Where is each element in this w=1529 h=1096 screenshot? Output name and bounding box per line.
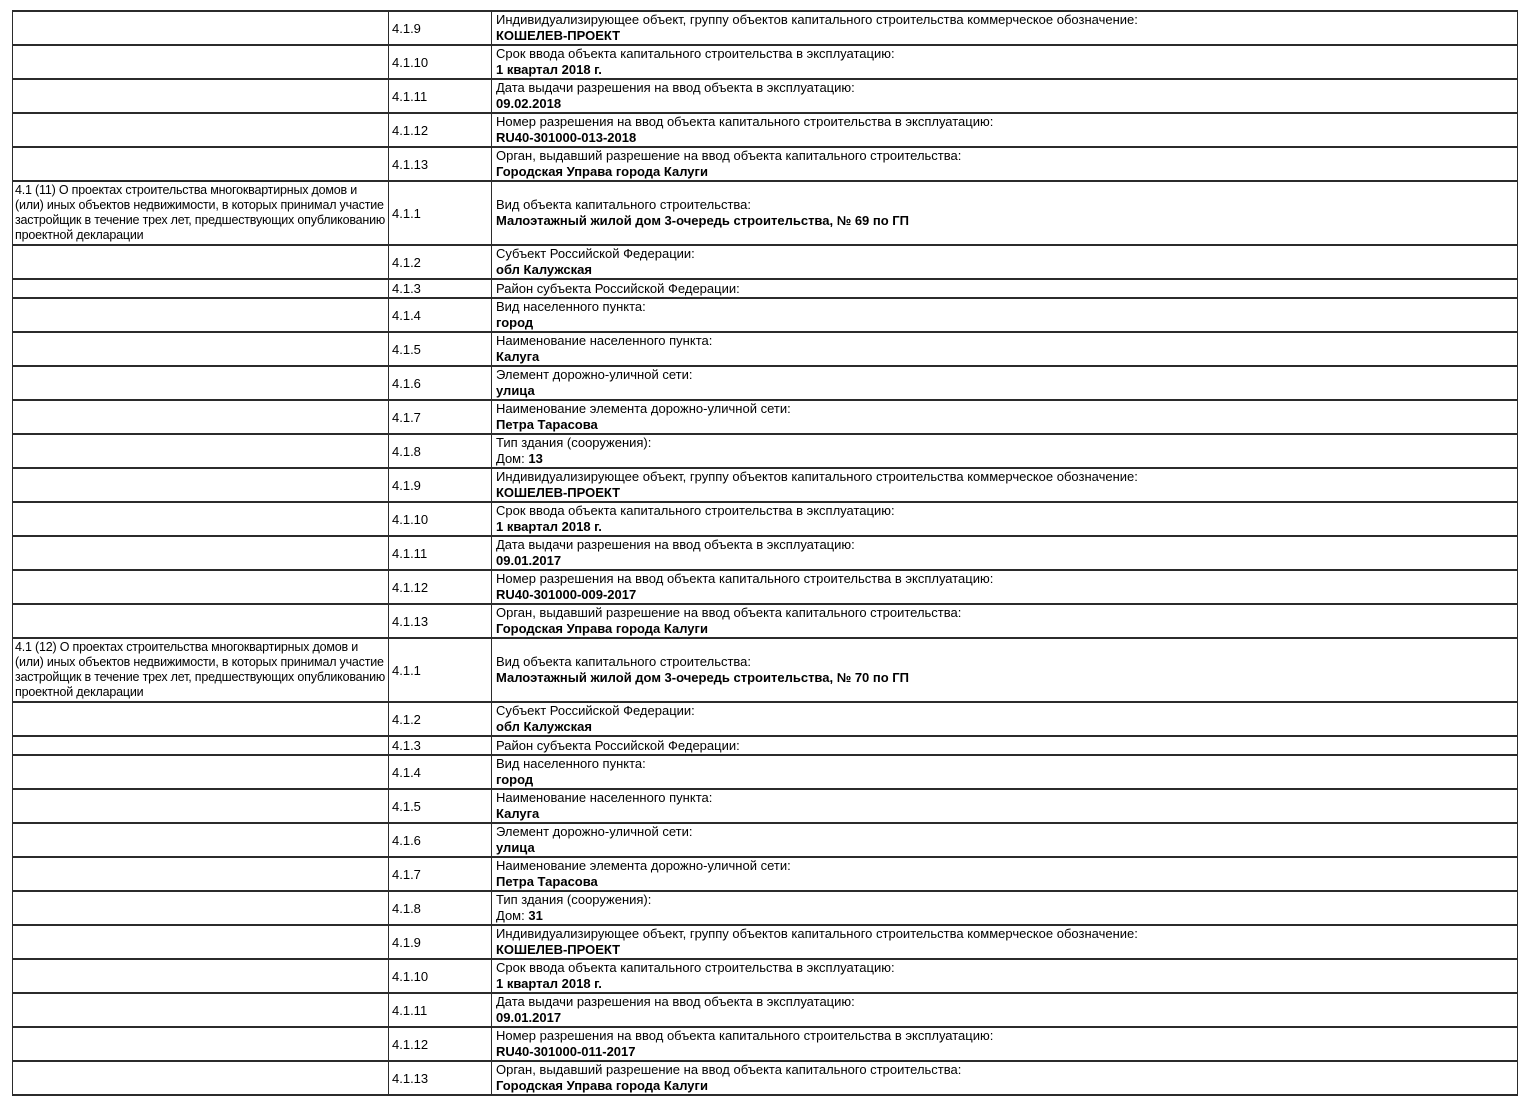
table-row: [13, 925, 1518, 959]
field-label: Дата выдачи разрешения на ввод объекта в эксплуатацию:: [496, 994, 855, 1009]
code-cell: 4.1.2: [389, 702, 492, 736]
table-row: [13, 891, 1518, 925]
field-value: 1 квартал 2018 г.: [496, 976, 602, 991]
field-label: Наименование населенного пункта:: [496, 333, 713, 348]
value-line: [496, 976, 1513, 992]
content-cell: [492, 823, 1518, 857]
table-row: [13, 736, 1518, 755]
table-row: [13, 366, 1518, 400]
value-line: [496, 719, 1513, 735]
field-value: КОШЕЛЕВ-ПРОЕКТ: [496, 28, 621, 43]
field-value: RU40-301000-011-2017: [496, 1044, 636, 1059]
field-value: Петра Тарасова: [496, 417, 598, 432]
code-cell: 4.1.5: [389, 789, 492, 823]
code-cell: 4.1.5: [389, 332, 492, 366]
field-label: Тип здания (сооружения):: [496, 892, 652, 907]
content-cell: [492, 891, 1518, 925]
field-label: Дата выдачи разрешения на ввод объекта в эксплуатацию:: [496, 80, 855, 95]
field-label: Вид населенного пункта:: [496, 299, 646, 314]
value-prefix: Дом:: [496, 908, 529, 923]
code-cell: 4.1.13: [389, 604, 492, 638]
code-cell: 4.1.12: [389, 113, 492, 147]
field-value: RU40-301000-009-2017: [496, 587, 637, 602]
content-cell: [492, 332, 1518, 366]
table-row: [13, 823, 1518, 857]
section-cell: [13, 245, 389, 279]
value-line: [496, 62, 1513, 78]
table-row: [13, 113, 1518, 147]
code-cell: 4.1.2: [389, 245, 492, 279]
value-line: [496, 485, 1513, 501]
section-cell: [13, 400, 389, 434]
table-row: [13, 638, 1518, 702]
field-label: Тип здания (сооружения):: [496, 435, 652, 450]
field-label: Номер разрешения на ввод объекта капитального строительства в эксплуатацию:: [496, 571, 994, 586]
content-cell: [492, 147, 1518, 181]
field-value: город: [496, 315, 534, 330]
field-value: 09.02.2018: [496, 96, 562, 111]
section-cell: [13, 604, 389, 638]
section-cell: [13, 891, 389, 925]
field-value: улица: [496, 840, 535, 855]
field-value: Малоэтажный жилой дом 3-очередь строительства, № 69 по ГП: [496, 213, 910, 228]
field-value: 09.01.2017: [496, 553, 562, 568]
code-cell: 4.1.12: [389, 570, 492, 604]
section-cell: 4.1 (12) О проектах строительства многоквартирных домов и (или) иных объектов недвижимости, в которых принимал участие застройщик в течение трех лет, предшествующих опубликованию проектной декларации: [13, 638, 389, 702]
table-row: [13, 1061, 1518, 1095]
table-row: [13, 702, 1518, 736]
table-row: [13, 400, 1518, 434]
content-cell: [492, 536, 1518, 570]
table-row: [13, 570, 1518, 604]
content-cell: [492, 502, 1518, 536]
content-cell: [492, 181, 1518, 245]
code-cell: 4.1.7: [389, 857, 492, 891]
content-cell: [492, 638, 1518, 702]
code-cell: 4.1.3: [389, 279, 492, 298]
section-cell: [13, 536, 389, 570]
code-cell: 4.1.7: [389, 400, 492, 434]
code-cell: 4.1.8: [389, 434, 492, 468]
field-label: Вид населенного пункта:: [496, 756, 646, 771]
value-line: [496, 417, 1513, 433]
code-cell: 4.1.3: [389, 736, 492, 755]
value-line: [496, 1044, 1513, 1060]
field-value: Калуга: [496, 349, 540, 364]
table-row: [13, 11, 1518, 45]
content-cell: [492, 468, 1518, 502]
field-label: Наименование элемента дорожно-уличной сети:: [496, 401, 791, 416]
field-label: Срок ввода объекта капитального строительства в эксплуатацию:: [496, 46, 895, 61]
table-row: [13, 857, 1518, 891]
content-cell: [492, 113, 1518, 147]
section-cell: [13, 702, 389, 736]
section-cell: [13, 332, 389, 366]
field-label: Индивидуализирующее объект, группу объектов капитального строительства коммерческое обозначение:: [496, 12, 1138, 27]
table-row: [13, 755, 1518, 789]
code-cell: 4.1.13: [389, 147, 492, 181]
value-line: [496, 587, 1513, 603]
field-value: 31: [528, 908, 543, 923]
code-cell: 4.1.10: [389, 45, 492, 79]
code-cell: 4.1.11: [389, 536, 492, 570]
value-line: [496, 621, 1513, 637]
field-value: Петра Тарасова: [496, 874, 598, 889]
value-line: [496, 130, 1513, 146]
table-row: [13, 279, 1518, 298]
value-line: [496, 96, 1513, 112]
field-value: 13: [528, 451, 543, 466]
section-cell: [13, 959, 389, 993]
code-cell: 4.1.11: [389, 993, 492, 1027]
value-line: [496, 772, 1513, 788]
section-cell: [13, 1027, 389, 1061]
field-value: 1 квартал 2018 г.: [496, 519, 602, 534]
field-value: Калуга: [496, 806, 540, 821]
declaration-table-body: [13, 11, 1518, 1095]
table-row: [13, 298, 1518, 332]
field-value: RU40-301000-013-2018: [496, 130, 637, 145]
document-page: [0, 10, 1529, 1093]
code-cell: 4.1.4: [389, 755, 492, 789]
declaration-table: [12, 10, 1518, 1096]
table-row: [13, 502, 1518, 536]
code-cell: 4.1.6: [389, 366, 492, 400]
field-label: Элемент дорожно-уличной сети:: [496, 824, 693, 839]
content-cell: [492, 279, 1518, 298]
content-cell: [492, 1027, 1518, 1061]
content-cell: [492, 400, 1518, 434]
content-cell: [492, 604, 1518, 638]
value-line: [496, 519, 1513, 535]
table-row: [13, 468, 1518, 502]
field-value: Городская Управа города Калуги: [496, 164, 708, 179]
section-cell: [13, 113, 389, 147]
value-line: [496, 164, 1513, 180]
section-cell: [13, 434, 389, 468]
field-label: Индивидуализирующее объект, группу объектов капитального строительства коммерческое обозначение:: [496, 926, 1138, 941]
code-cell: 4.1.9: [389, 11, 492, 45]
section-cell: [13, 993, 389, 1027]
section-cell: 4.1 (11) О проектах строительства многоквартирных домов и (или) иных объектов недвижимости, в которых принимал участие застройщик в течение трех лет, предшествующих опубликованию проектной декларации: [13, 181, 389, 245]
section-cell: [13, 502, 389, 536]
value-line: [496, 670, 1513, 686]
field-value: обл Калужская: [496, 719, 592, 734]
value-line: [496, 28, 1513, 44]
section-cell: [13, 823, 389, 857]
field-label: Орган, выдавший разрешение на ввод объекта капитального строительства:: [496, 1062, 962, 1077]
table-row: [13, 434, 1518, 468]
field-label: Срок ввода объекта капитального строительства в эксплуатацию:: [496, 960, 895, 975]
content-cell: [492, 925, 1518, 959]
table-row: [13, 245, 1518, 279]
code-cell: 4.1.10: [389, 959, 492, 993]
section-cell: [13, 736, 389, 755]
field-label: Наименование населенного пункта:: [496, 790, 713, 805]
section-cell: [13, 298, 389, 332]
content-cell: [492, 789, 1518, 823]
value-line: [496, 942, 1513, 958]
section-cell: [13, 11, 389, 45]
field-label: Орган, выдавший разрешение на ввод объекта капитального строительства:: [496, 605, 962, 620]
content-cell: [492, 959, 1518, 993]
field-label: Индивидуализирующее объект, группу объектов капитального строительства коммерческое обозначение:: [496, 469, 1138, 484]
value-line: [496, 840, 1513, 856]
content-cell: [492, 702, 1518, 736]
code-cell: 4.1.6: [389, 823, 492, 857]
value-line: [496, 383, 1513, 399]
field-label: Субъект Российской Федерации:: [496, 703, 695, 718]
code-cell: 4.1.9: [389, 925, 492, 959]
content-cell: [492, 245, 1518, 279]
section-cell: [13, 755, 389, 789]
content-cell: [492, 45, 1518, 79]
value-line: [496, 213, 1513, 229]
field-label: Вид объекта капитального строительства:: [496, 197, 752, 212]
field-label: Субъект Российской Федерации:: [496, 246, 695, 261]
content-cell: [492, 298, 1518, 332]
section-cell: [13, 366, 389, 400]
section-cell: [13, 45, 389, 79]
code-cell: 4.1.4: [389, 298, 492, 332]
field-label: Номер разрешения на ввод объекта капитального строительства в эксплуатацию:: [496, 114, 994, 129]
content-cell: [492, 570, 1518, 604]
section-cell: [13, 857, 389, 891]
code-cell: 4.1.8: [389, 891, 492, 925]
field-value: 1 квартал 2018 г.: [496, 62, 602, 77]
content-cell: [492, 434, 1518, 468]
table-row: [13, 959, 1518, 993]
field-value: 09.01.2017: [496, 1010, 562, 1025]
field-label: Срок ввода объекта капитального строительства в эксплуатацию:: [496, 503, 895, 518]
content-cell: [492, 993, 1518, 1027]
field-value: Малоэтажный жилой дом 3-очередь строительства, № 70 по ГП: [496, 670, 910, 685]
field-label: Орган, выдавший разрешение на ввод объекта капитального строительства:: [496, 148, 962, 163]
field-value: улица: [496, 383, 535, 398]
field-value: обл Калужская: [496, 262, 592, 277]
table-row: [13, 604, 1518, 638]
field-value: Городская Управа города Калуги: [496, 621, 708, 636]
value-line: [496, 315, 1513, 331]
table-row: [13, 79, 1518, 113]
table-row: [13, 332, 1518, 366]
code-cell: 4.1.1: [389, 638, 492, 702]
content-cell: [492, 755, 1518, 789]
value-line: [496, 553, 1513, 569]
value-line: [496, 349, 1513, 365]
field-label: Наименование элемента дорожно-уличной сети:: [496, 858, 791, 873]
field-value: город: [496, 772, 534, 787]
table-row: [13, 181, 1518, 245]
table-row: [13, 45, 1518, 79]
content-cell: [492, 366, 1518, 400]
field-value: Городская Управа города Калуги: [496, 1078, 708, 1093]
table-row: [13, 1027, 1518, 1061]
value-line: [496, 451, 1513, 467]
value-prefix: Дом:: [496, 451, 529, 466]
field-value: КОШЕЛЕВ-ПРОЕКТ: [496, 942, 621, 957]
content-cell: [492, 857, 1518, 891]
field-label: Номер разрешения на ввод объекта капитального строительства в эксплуатацию:: [496, 1028, 994, 1043]
field-label: Вид объекта капитального строительства:: [496, 654, 752, 669]
section-cell: [13, 279, 389, 298]
value-line: [496, 908, 1513, 924]
value-line: [496, 262, 1513, 278]
code-cell: 4.1.11: [389, 79, 492, 113]
field-label: Район субъекта Российской Федерации:: [496, 737, 740, 753]
field-label: Район субъекта Российской Федерации:: [496, 280, 740, 296]
table-row: [13, 993, 1518, 1027]
value-line: [496, 874, 1513, 890]
section-cell: [13, 1061, 389, 1095]
table-row: [13, 147, 1518, 181]
content-cell: [492, 1061, 1518, 1095]
code-cell: 4.1.10: [389, 502, 492, 536]
field-label: Дата выдачи разрешения на ввод объекта в эксплуатацию:: [496, 537, 855, 552]
value-line: [496, 1010, 1513, 1026]
code-cell: 4.1.9: [389, 468, 492, 502]
value-line: [496, 806, 1513, 822]
section-cell: [13, 79, 389, 113]
code-cell: 4.1.1: [389, 181, 492, 245]
value-line: [496, 1078, 1513, 1094]
code-cell: 4.1.12: [389, 1027, 492, 1061]
section-cell: [13, 570, 389, 604]
content-cell: [492, 736, 1518, 755]
section-cell: [13, 147, 389, 181]
table-row: [13, 789, 1518, 823]
field-value: КОШЕЛЕВ-ПРОЕКТ: [496, 485, 621, 500]
field-label: Элемент дорожно-уличной сети:: [496, 367, 693, 382]
section-cell: [13, 789, 389, 823]
section-cell: [13, 925, 389, 959]
code-cell: 4.1.13: [389, 1061, 492, 1095]
table-row: [13, 536, 1518, 570]
content-cell: [492, 79, 1518, 113]
content-cell: [492, 11, 1518, 45]
section-cell: [13, 468, 389, 502]
